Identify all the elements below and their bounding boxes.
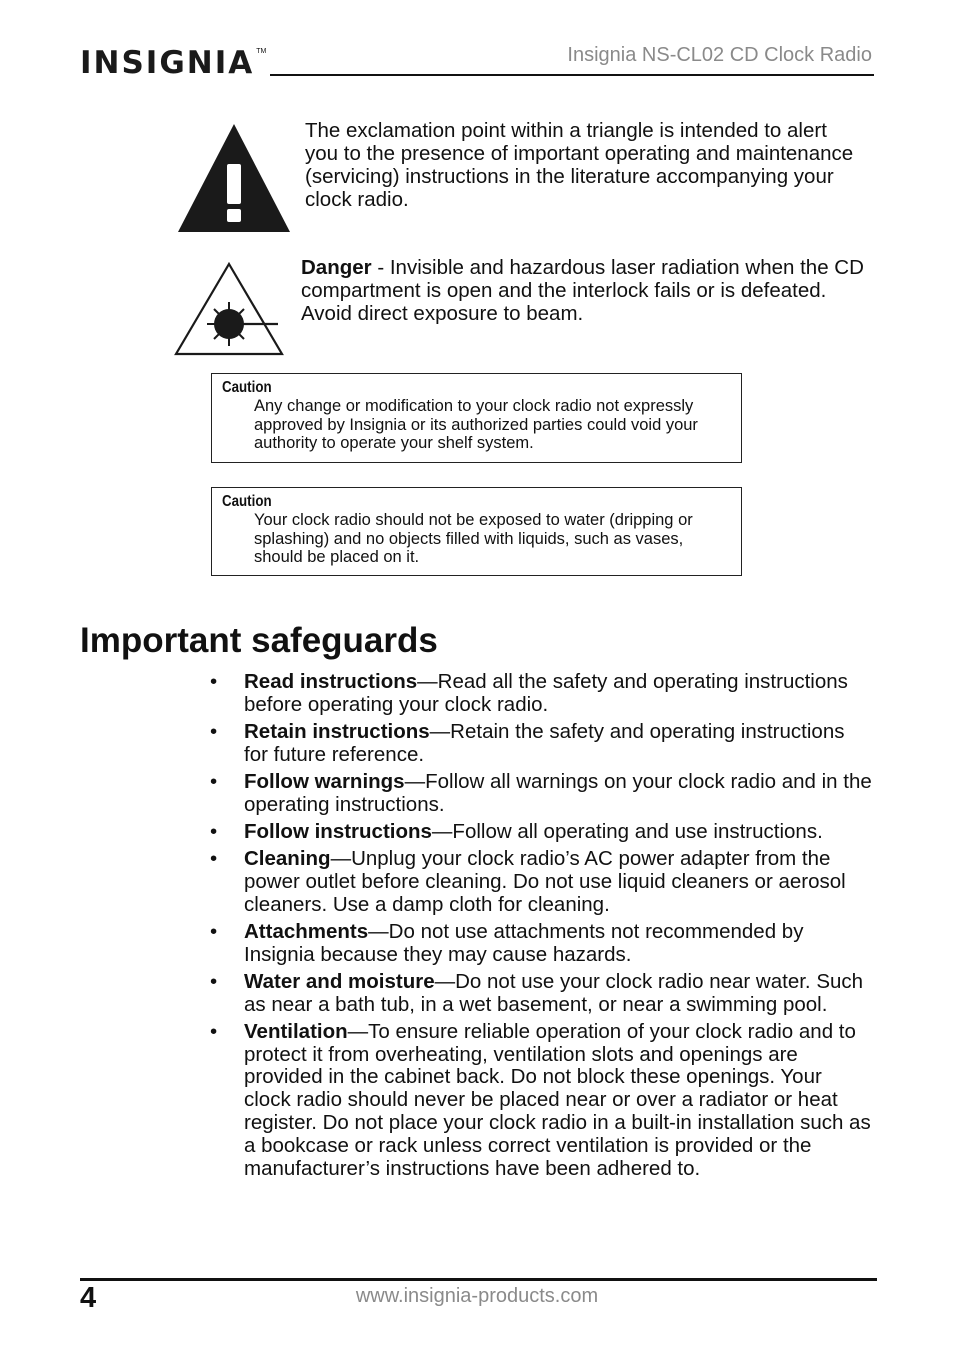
caution-body: Your clock radio should not be exposed to water (dripping or splashing) and no objects filled with liquids, such as vases, should be placed on it. — [254, 511, 693, 566]
item-term: Read instructions — [244, 670, 418, 693]
item-text: —Read all the safety and operating instructions before operating your clock radio. — [244, 670, 848, 716]
item-text: —Do not use your clock radio near water. Such as near a bath tub, in a wet basement, or near a swimming pool. — [244, 969, 864, 1016]
list-item — [210, 821, 874, 844]
item-term: Follow warnings — [244, 769, 405, 793]
item-term: Follow instructions — [244, 819, 432, 843]
list-item — [210, 971, 874, 1017]
caution-title: Caution — [222, 379, 272, 396]
page-number: 4 — [80, 1282, 97, 1314]
item-text: —Follow all warnings on your clock radio and in the operating instructions. — [244, 769, 872, 816]
danger-body: - Invisible and hazardous laser radiation when the CD compartment is open and the interlock fails or is defeated. Avoid direct exposure to beam. — [301, 256, 864, 325]
bullet: • — [210, 819, 218, 843]
logo-trademark: TM — [256, 48, 267, 55]
exclamation-warning-text: The exclamation point within a triangle is intended to alert you to the presence of important operating and maintenance (servicing) instructions in the literature accompanying your clock radio. — [305, 119, 854, 211]
safeguards-list — [210, 671, 874, 1185]
item-text: —Follow all operating and use instructions. — [431, 819, 823, 843]
bullet: • — [210, 919, 218, 943]
item-term: Attachments — [244, 919, 369, 943]
bullet: • — [210, 670, 218, 693]
list-item — [210, 921, 874, 967]
bullet: • — [210, 969, 218, 993]
caution-body: Any change or modification to your clock radio not expressly approved by Insignia or its authorized parties could void your authority to operate your shelf system. — [254, 397, 698, 452]
danger-warning-text — [301, 256, 881, 325]
laser-radiation-icon — [174, 262, 284, 356]
item-text: —Unplug your clock radio’s AC power adapter from the power outlet before cleaning. Do not use liquid cleaners or aerosol cleaners. Use a damp cloth for cleaning. — [244, 847, 846, 916]
item-text: —To ensure reliable operation of your clock radio and to protect it from overheating, ventilation slots and openings are provided in the cabinet back. Do not block these openings. Your clock radio should never be placed near or over a radiator or heat register. Do not place your clock radio in a built-in installation such as a bookcase or rack unless correct ventilation is provided or the manufacturer’s instructions have been adhered to. — [244, 1019, 871, 1180]
item-term: Cleaning — [244, 847, 331, 871]
document-title: Insignia NS-CL02 CD Clock Radio — [567, 44, 872, 66]
caution-title: Caution — [222, 493, 272, 510]
insignia-logo — [80, 38, 266, 88]
list-item — [210, 848, 874, 916]
bullet: • — [210, 1019, 218, 1043]
bullet: • — [210, 769, 218, 793]
list-item — [210, 1021, 874, 1181]
bullet: • — [210, 719, 218, 743]
footer-url: www.insignia-products.com — [355, 1285, 599, 1307]
item-term: Retain instructions — [244, 719, 430, 743]
exclamation-triangle-icon — [178, 124, 290, 232]
list-item — [210, 771, 874, 817]
footer-rule — [80, 1278, 877, 1281]
item-text: —Retain the safety and operating instructions for future reference. — [244, 719, 845, 766]
section-heading: Important safeguards — [80, 621, 438, 660]
list-item — [210, 721, 874, 767]
item-term: Ventilation — [244, 1019, 348, 1043]
item-text: —Do not use attachments not recommended by Insignia because they may cause hazards. — [244, 919, 804, 966]
item-term: Water and moisture — [244, 969, 435, 993]
header-rule — [270, 74, 874, 76]
caution-box-water — [211, 487, 742, 576]
caution-box-modification — [211, 373, 742, 463]
danger-label: Danger — [301, 256, 372, 279]
list-item — [210, 671, 874, 717]
bullet: • — [210, 847, 218, 871]
logo-text: INSIGNIA — [80, 45, 255, 81]
